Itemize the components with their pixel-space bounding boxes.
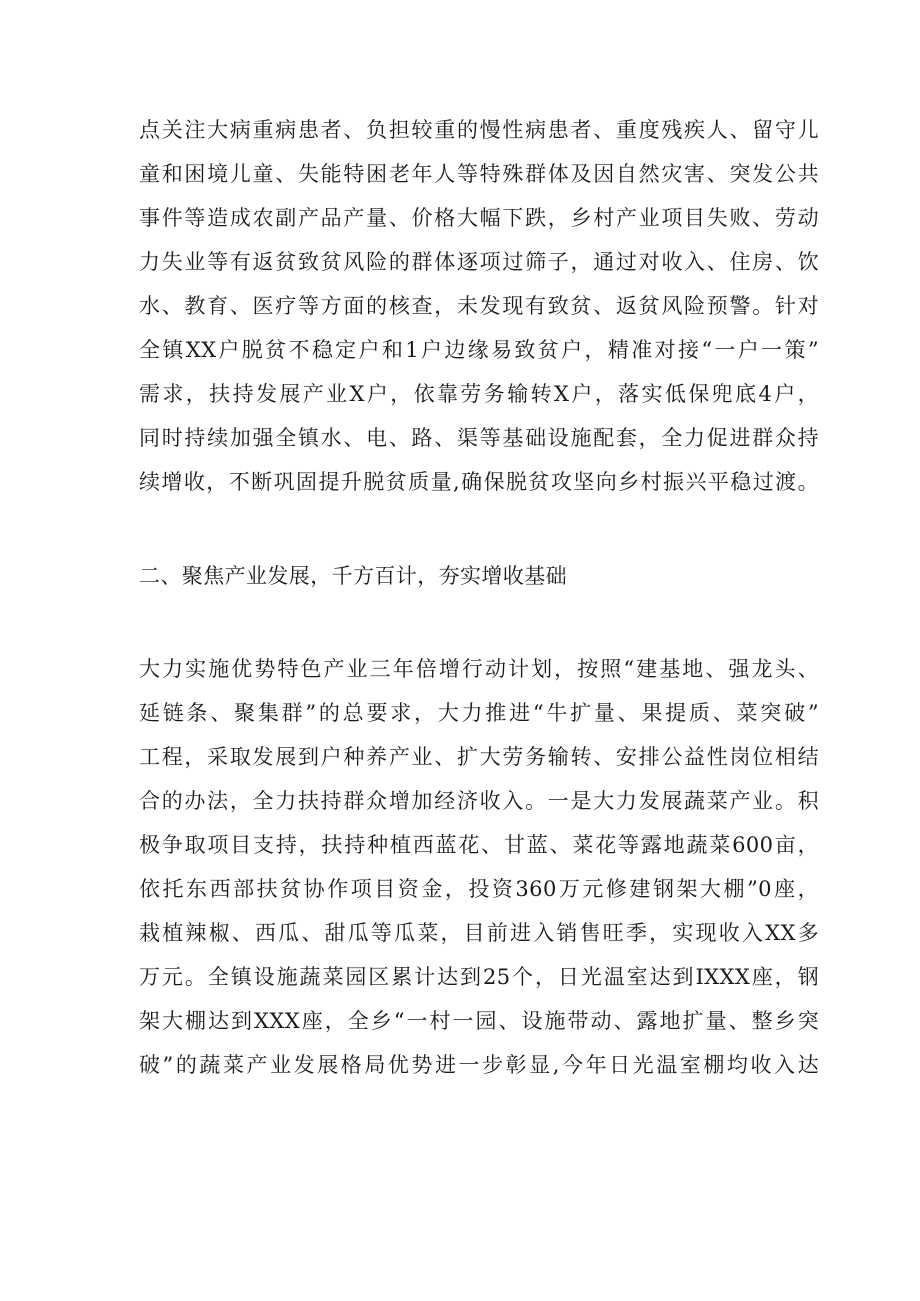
paragraph-2-line: 大力实施优势特色产业三年倍增行动计划，按照“建基地、强龙头、 (139, 657, 819, 681)
paragraph-2-line: 极争取项目支持，扶持种植西蓝花、甘蓝、菜花等露地蔬菜600亩， (139, 833, 819, 857)
paragraph-2-line: 破”的蔬菜产业发展格局优势进一步彰显,今年日光温室棚均收入达 (139, 1053, 819, 1077)
paragraph-1-line: 力失业等有返贫致贫风险的群体逐项过筛子，通过对收入、住房、饮 (139, 250, 819, 274)
paragraph-1-line: 水、教育、医疗等方面的核查，未发现有致贫、返贫风险预警。针对 (139, 294, 819, 318)
paragraph-2-line: 依托东西部扶贫协作项目资金，投资360万元修建钢架大棚”0座， (139, 877, 819, 901)
section-heading: 二、聚焦产业发展，千方百计，夯实增收基础 (139, 564, 567, 588)
paragraph-2-line: 架大棚达到XXX座，全乡“一村一园、设施带动、露地扩量、整乡突 (139, 1009, 819, 1033)
paragraph-2-line: 合的办法，全力扶持群众增加经济收入。一是大力发展蔬菜产业。积 (139, 789, 819, 813)
paragraph-1-line: 同时持续加强全镇水、电、路、渠等基础设施配套，全力促进群众持 (139, 426, 819, 450)
paragraph-2-line: 工程，采取发展到户种养产业、扩大劳务输转、安排公益性岗位相结 (139, 745, 819, 769)
paragraph-2-line: 延链条、聚集群”的总要求，大力推进“牛扩量、果提质、菜突破” (139, 701, 819, 725)
paragraph-1-line: 全镇XX户脱贫不稳定户和1户边缘易致贫户，精准对接“一户一策” (139, 338, 819, 362)
paragraph-1-line: 童和困境儿童、失能特困老年人等特殊群体及因自然灾害、突发公共 (139, 162, 819, 186)
paragraph-1-line: 事件等造成农副产品产量、价格大幅下跌，乡村产业项目失败、劳动 (139, 206, 819, 230)
paragraph-1-line: 需求，扶持发展产业X户，依靠劳务输转X户，落实低保兜底4户， (139, 382, 819, 406)
paragraph-2-line: 栽植辣椒、西瓜、甜瓜等瓜菜，目前进入销售旺季，实现收入XX多 (139, 921, 819, 945)
paragraph-2-line: 万元。全镇设施蔬菜园区累计达到25个，日光温室达到IXXX座，钢 (139, 965, 819, 989)
paragraph-1-line: 点关注大病重病患者、负担较重的慢性病患者、重度残疾人、留守儿 (139, 118, 819, 142)
paragraph-1-line: 续增收，不断巩固提升脱贫质量,确保脱贫攻坚向乡村振兴平稳过渡。 (139, 470, 819, 494)
